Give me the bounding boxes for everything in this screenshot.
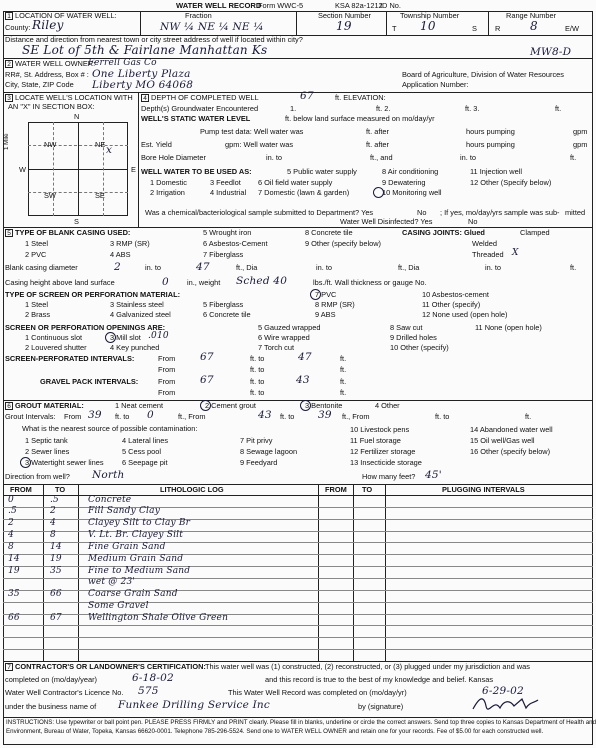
id-label: ID No. — [380, 1, 401, 10]
watertight-circle — [20, 457, 31, 468]
casing-diameter-label: Blank casing diameter — [5, 263, 78, 272]
signature-mark — [470, 694, 540, 714]
log-description: wet @ 23' — [88, 577, 136, 588]
log-from: 66 — [8, 613, 20, 623]
feet-value: 45' — [425, 469, 442, 481]
plug-from-header: FROM — [325, 485, 347, 494]
use-label: WELL WATER TO BE USED AS: — [141, 167, 252, 176]
log-description: Wellington Shale Olive Green — [88, 613, 229, 623]
screen-title: TYPE OF SCREEN OR PERFORATION MATERIAL: — [5, 290, 181, 299]
casing-height-value: 0 — [162, 276, 169, 288]
log-from: 2 — [8, 518, 14, 529]
casing-diameter-value: 2 — [114, 261, 121, 273]
log-from: 4 — [8, 530, 14, 541]
plug-to-header: TO — [362, 485, 373, 494]
ew-indicator: E/W — [565, 24, 579, 33]
monitoring-circle — [373, 187, 384, 198]
grout2-to: 39 — [318, 409, 332, 421]
township-label: Township Number — [400, 11, 460, 20]
log-from: 19 — [8, 565, 20, 576]
log-to: .5 — [50, 494, 59, 505]
grout1-to: 0 — [147, 409, 154, 421]
record-date: 6-29-02 — [482, 685, 524, 697]
board-label: Board of Agriculture, Division of Water Resources — [402, 70, 564, 79]
log-to-header: TO — [55, 485, 66, 494]
lithologic-header: LITHOLOGIC LOG — [160, 485, 224, 494]
address-label: RR#, St. Address, Box # : — [5, 70, 89, 79]
log-row-divider — [3, 637, 593, 638]
perf-from-value: 67 — [200, 351, 214, 363]
depth-label: 4 DEPTH OF COMPLETED WELL — [141, 94, 259, 103]
log-description: Coarse Grain Sand — [88, 589, 178, 600]
perf-to-value: 47 — [298, 351, 312, 363]
log-description: Fine to Medium Sand — [88, 565, 191, 576]
log-from: 35 — [8, 589, 20, 600]
log-description: Concrete — [88, 494, 132, 505]
section-5-title: 5 TYPE OF BLANK CASING USED: — [5, 229, 130, 238]
log-from: .5 — [8, 506, 17, 517]
county-label: County: — [5, 23, 31, 32]
grout-intervals-label: Grout Intervals: — [5, 412, 56, 421]
instructions-line-1: INSTRUCTIONS: Use typewriter or ball point pen. PLEASE PRESS FIRMLY and PRINT clearly. Please fill in blanks, underline or circle the correct answers. Send top three copies to Kansas Department of Health and — [6, 719, 596, 726]
howmany-label: How many feet? — [362, 472, 416, 481]
pvc-circle — [310, 289, 321, 300]
log-description: Fill Sandy Clay — [88, 506, 160, 517]
bentonite-circle — [300, 400, 311, 411]
casing-weight-value: Sched 40 — [236, 275, 288, 287]
log-from-header: FROM — [10, 485, 32, 494]
contamination-label: What is the nearest source of possible contamination: — [22, 424, 198, 433]
plugging-header: PLUGGING INTERVALS — [442, 485, 525, 494]
city-label: City, State, ZIP Code — [5, 80, 74, 89]
log-to: 66 — [50, 589, 62, 600]
city-value: Liberty MO 64068 — [92, 79, 194, 91]
well-id: MW8-D — [530, 46, 572, 58]
range-label: Range Number — [506, 11, 557, 20]
casing-joints-label: CASING JOINTS: Glued — [402, 228, 485, 237]
log-description: Clayey Silt to Clay Br — [88, 518, 191, 529]
direction-value: North — [92, 469, 125, 481]
distance-label: Distance and direction from nearest town or city street address of well if located within city? — [5, 35, 303, 44]
fraction-value: NW ¼ NE ¼ NE ¼ — [160, 21, 264, 33]
grout-bentonite: 3 Bentonite — [305, 401, 343, 410]
perforated-intervals-label: SCREEN-PERFORATED INTERVALS: — [5, 354, 135, 363]
static-level-label: WELL'S STATIC WATER LEVEL — [141, 114, 251, 123]
location-mark: x — [106, 144, 113, 156]
ksa-number: KSA 82a-1212 — [335, 1, 383, 10]
water-well-record-form: WATER WELL RECORD Form WWC-5 KSA 82a-1212 ID No. 1 LOCATION OF WATER WELL: County: Riley Fraction NW ¼ NE ¼ NE ¼ Section Number 19 Township Number T 10 S Range Number R 8 E/W Distance and direction from nearest town or city street address of well if located within city? SE Lot of 5th & Fairlane Manhattan Ks MW8-D 2 WATER WELL OWNER: Ferrell Gas Co RR#, St. Address, Box # : One Liberty Plaza City, State, ZIP Code Liberty MO 64068 Board of Agriculture, Division of Water Resources Application Number: 3 LOCATE WELL'S LOCATION WITH AN "X" IN SECTION BOX: N S W E 1 Mile NW NE SW SE x 4 DEPTH OF COMPLETED WELL 67 ft. ELEVATION: Depth(s) Groundwater Encountered 1. ft. 2. ft. 3. ft. WELL'S STATIC WATER LEVEL ft. below land surface measured on mo/day/yr Pump test data: Well water was ft. after hours pumping gpm Est. Yield gpm: Well water was ft. after hours pumping gpm Bore Hole Diameter in. to ft., and in. to ft. WELL WATER TO BE USED AS: 1 Domestic 2 Irrigation 3 Feedlot 4 Industrial 5 Public water supply 6 Oil field water supply 7 Domestic (lawn & garden) 8 Air conditioning 9 Dewatering 10 Monitoring well 11 Injection well 12 Other (Specify below) Was a chemical/bacteriological sample submitted to Department? Yes No ; If yes, mo/day/yrs sample was sub- mitted Water Well Disinfected? Yes No 5 TYPE OF BLANK CASING USED: 1 Steel 2 PVC 3 RMP (SR) 4 ABS 5 Wrought iron 6 Asbestos-Cement 7 Fiberglass 8 Concrete tile 9 Other (specify below) CASING JOINTS: Glued Clamped Welded Threaded X Blank casing diameter 2 in. to 47 ft., Dia in. to ft., Dia in. to ft. Casing height above land surface 0 in., weight Sched 40 lbs./ft. Wall thickness or gauge No. TYPE OF SCREEN OR PERFORATION MATERIAL: 1 Steel 2 Brass 3 Stainless steel 4 Galvanized steel 5 Fiberglass 6 Concrete tile 7 PVC 8 RMP (SR) 9 ABS 10 Asbestos-cement 11 Other (specify) 12 None used (open hole) SCREEN OR PERFORATION OPENINGS ARE: 1 Continuous slot 2 Louvered shutter 3 Mill slot .010 4 Key punched 5 Gauzed wrapped 6 Wire wrapped 7 Torch cut 8 Saw cut 9 Drilled holes 10 Other (specify) 11 None (open hole) SCREEN-PERFORATED INTERVALS: From 67 ft. to 47 ft. From ft. to ft. GRAVEL PACK INTERVALS: From 67 ft. to 43 ft. From ft. to ft. 6 GROUT MATERIAL: 1 Neat cement 2 Cement grout 3 Bentonite 4 Other Grout Intervals: From 39 ft. to 0 ft., From 43 ft. to 39 ft., From ft. to ft. What is the nearest source of possible contamination: 1 Septic tank 2 Sewer lines 3 Watertight sewer lines 4 Lateral lines 5 Cess pool 6 Seepage pit 7 Pit privy 8 Sewage lagoon 9 Feedyard 10 Livestock pens 11 Fuel storage 12 Fertilizer storage 13 Insecticide storage 14 Abandoned water well 15 Oil well/Gas well 16 Other (specify below) Direction from well? North How many feet? 45' FROM TO LITHOLOGIC LOG FROM TO PLUGGING INTERVALS 0 .5 Concrete .5 2 Fill Sandy Clay 2 4 Clayey Silt to Clay Br 4 8 V. Lt. Br. Clayey Silt 8 14 Fine Grain Sand 14 19 Medium Grain Sand 19 35 Fine to Medium Sand wet @ 23' 35 66 Coarse Grain Sand Some Gravel 66 67 Wellington Shale Olive Green 7 CONTRACTOR'S OR LANDOWNER'S CERTIFICATION: This water well was (1) constructed, (2) reconstructed, or (3) plugged under my jurisdiction and was completed on (mo/day/year) 6-18-02 and this record is true to the best of my knowledge and belief. Kansas Water Well Contractor's Licence No. 575 This Water Well Record was completed on (mo/day/yr) 6-29-02 under the business name of Funkee Drilling Service Inc by (signature) INSTRUCTIONS: Use typewriter or ball point pen. PLEASE PRESS FIRMLY and PRINT clearly. Please fill in blanks, underline or circle the correct answers. Send top three copies to Kansas Department of Health and Environment, Bureau of Water, Topeka, Kansas 66620-0001. Telephone 785-296-5524. Send one to WATER WELL OWNER and retain one for your records. Fee of $5.00 for each constructed well. — [0, 0, 596, 748]
screen-pvc: 7 PVC — [315, 290, 337, 299]
log-from: 8 — [8, 541, 14, 552]
range-value: 8 — [530, 19, 538, 33]
county-value: Riley — [32, 18, 64, 32]
casing-height-label: Casing height above land surface — [5, 278, 115, 287]
distance-value: SE Lot of 5th & Fairlane Manhattan Ks — [22, 43, 268, 57]
log-to: 2 — [50, 506, 56, 517]
log-description: Fine Grain Sand — [88, 541, 166, 552]
form-number: Form WWC-5 — [258, 1, 304, 10]
log-from: 14 — [8, 553, 20, 564]
cement-circle — [200, 400, 211, 411]
casing-to-value: 47 — [196, 261, 210, 273]
application-label: Application Number: — [402, 80, 469, 89]
completed-date: 6-18-02 — [132, 672, 174, 684]
log-from: 0 — [8, 494, 14, 505]
grout2-from: 43 — [258, 409, 272, 421]
gravel-from-value: 67 — [200, 374, 214, 386]
opening-mill-slot: 3 Mill slot — [110, 333, 141, 342]
log-row-divider — [3, 625, 593, 626]
address-value: One Liberty Plaza — [92, 68, 191, 80]
fraction-label: Fraction — [185, 11, 212, 20]
business-name: Funkee Drilling Service Inc — [118, 699, 270, 711]
source-watertight: 3 Watertight sewer lines — [25, 458, 104, 467]
grout-cement: 2 Cement grout — [205, 401, 256, 410]
log-description: V. Lt. Br. Clayey Silt — [88, 530, 184, 541]
log-to: 4 — [50, 518, 56, 529]
section-number-label: Section Number — [318, 11, 371, 20]
grout1-from: 39 — [88, 409, 102, 421]
mile-label: 1 Mile — [3, 133, 10, 150]
gravel-to-value: 43 — [296, 374, 310, 386]
log-description: Some Gravel — [88, 601, 149, 612]
threaded-mark: X — [512, 248, 519, 258]
log-to: 35 — [50, 565, 62, 576]
openings-title: SCREEN OR PERFORATION OPENINGS ARE: — [5, 323, 166, 332]
log-row-divider — [3, 649, 593, 650]
log-to: 14 — [50, 541, 62, 552]
slot-size: .010 — [148, 331, 169, 341]
form-title: WATER WELL RECORD — [176, 1, 262, 10]
license-number: 575 — [138, 685, 159, 697]
log-to: 8 — [50, 530, 56, 541]
section-number-value: 19 — [336, 19, 352, 33]
instructions-line-2: Environment, Bureau of Water, Topeka, Kansas 66620-0001. Telephone 785-296-5524. Send one to WATER WELL OWNER and retain one for your records. Fee of $5.00 for each constructed well. — [6, 728, 544, 735]
gravel-pack-label: GRAVEL PACK INTERVALS: — [40, 377, 139, 386]
section-2-title: 2 WATER WELL OWNER: — [5, 60, 95, 69]
direction-label: Direction from well? — [5, 472, 70, 481]
owner-value: Ferrell Gas Co — [88, 58, 157, 68]
mill-slot-circle — [105, 332, 116, 343]
section-6-title: 6 GROUT MATERIAL: — [5, 402, 84, 411]
section-1-title: 1 LOCATION OF WATER WELL: — [5, 12, 117, 21]
log-to: 19 — [50, 553, 62, 564]
section-3-subtitle: AN "X" IN SECTION BOX: — [8, 102, 95, 111]
log-description: Medium Grain Sand — [88, 553, 184, 564]
depth-value: 67 — [300, 90, 314, 102]
section-7-title: 7 CONTRACTOR'S OR LANDOWNER'S CERTIFICATION: — [5, 663, 206, 672]
use-monitoring-well: 10 Monitoring well — [382, 188, 442, 197]
log-to: 67 — [50, 613, 62, 623]
township-value: 10 — [420, 19, 436, 33]
section-3-title: 3 LOCATE WELL'S LOCATION WITH — [5, 94, 133, 103]
